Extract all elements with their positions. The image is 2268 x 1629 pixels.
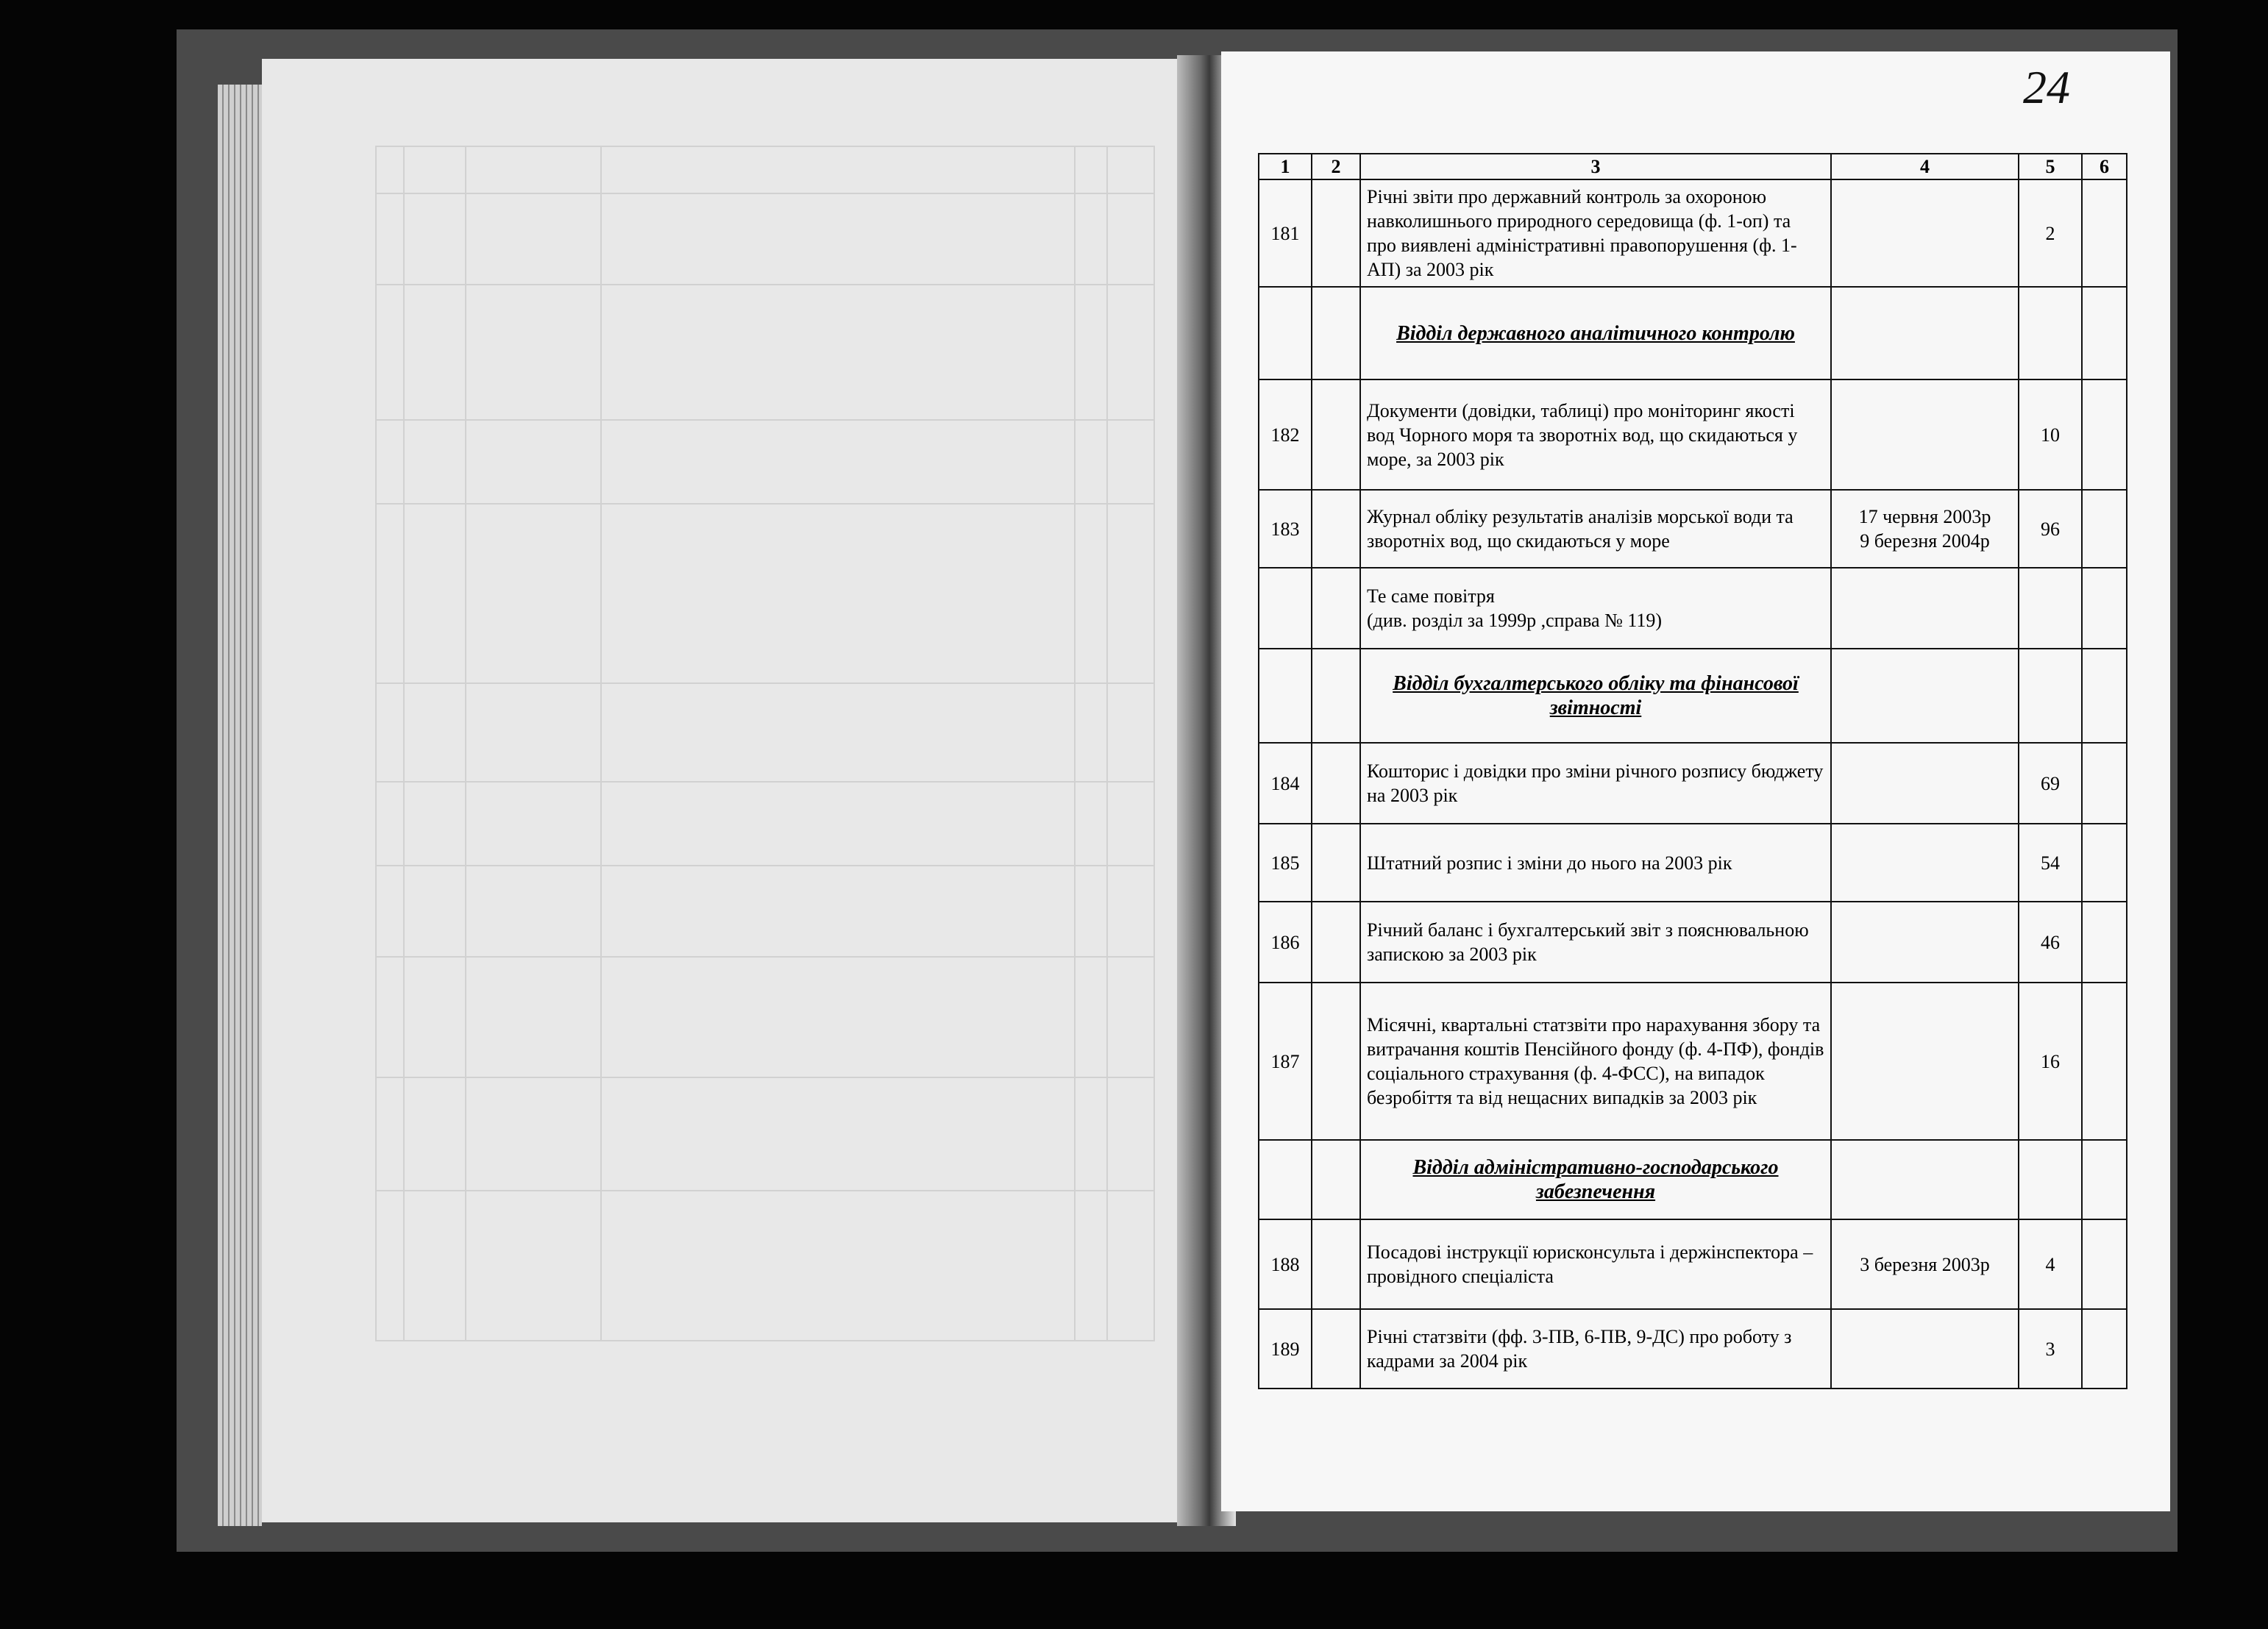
notes-cell bbox=[2082, 902, 2127, 983]
empty-cell bbox=[1831, 649, 2019, 743]
section-row bbox=[1259, 287, 2127, 379]
bleed-through-table bbox=[262, 59, 1192, 1522]
sheet-count-cell: 4 bbox=[2019, 1219, 2082, 1309]
section-title-text: Відділ державного аналітичного контролю bbox=[1396, 321, 1795, 345]
header-cell: 3 bbox=[1360, 154, 1831, 179]
header-cell: 6 bbox=[2082, 154, 2127, 179]
case-number-cell: 182 bbox=[1259, 379, 1312, 490]
case-number-cell: 187 bbox=[1259, 983, 1312, 1140]
dates-cell bbox=[1831, 902, 2019, 983]
case-title-cell: Документи (довідки, таблиці) про моніторинг якості вод Чорного моря та зворотніх вод, що скидаються у море, за 2003 рік bbox=[1360, 379, 1831, 490]
empty-cell bbox=[2082, 649, 2127, 743]
empty-cell bbox=[2082, 1140, 2127, 1219]
dates-cell bbox=[1831, 379, 2019, 490]
case-number-cell: 185 bbox=[1259, 824, 1312, 902]
case-title-cell: Річні звіти про державний контроль за охороною навколишнього природного середовища (ф. 1-оп) та про виявлені адміністративні правопорушення (ф. 1-АП) за 2003 рік bbox=[1360, 179, 1831, 287]
col2-cell bbox=[1312, 902, 1360, 983]
case-number-cell: 186 bbox=[1259, 902, 1312, 983]
case-number-cell: 184 bbox=[1259, 743, 1312, 824]
sheet-count-cell: 10 bbox=[2019, 379, 2082, 490]
left-page bbox=[262, 59, 1192, 1522]
sheet-count-cell: 46 bbox=[2019, 902, 2082, 983]
section-row bbox=[1259, 649, 2127, 743]
table-row bbox=[1259, 824, 2127, 902]
col2-cell bbox=[1312, 490, 1360, 568]
empty-cell bbox=[1259, 1140, 1312, 1219]
notes-cell bbox=[2082, 490, 2127, 568]
table-row bbox=[1259, 1219, 2127, 1309]
case-title-cell: Місячні, квартальні статзвіти про нарахування збору та витрачання коштів Пенсійного фонду (ф. 4-ПФ), фондів соціального страхування (ф. 4-ФСС), на випадок безробіття та від нещасних випадків за 2003 рік bbox=[1360, 983, 1831, 1140]
col2-cell bbox=[1312, 983, 1360, 1140]
section-title-text: Відділ бухгалтерського обліку та фінансової звітності bbox=[1393, 672, 1799, 719]
table-row bbox=[1259, 379, 2127, 490]
empty-cell bbox=[1312, 1140, 1360, 1219]
header-row bbox=[1259, 154, 2127, 179]
dates-cell bbox=[1831, 983, 2019, 1140]
table-row bbox=[1259, 983, 2127, 1140]
dates-cell: 17 червня 2003р 9 березня 2004р bbox=[1831, 490, 2019, 568]
notes-cell bbox=[2082, 568, 2127, 649]
table-row bbox=[1259, 490, 2127, 568]
register-table bbox=[1258, 153, 2127, 1389]
case-title-cell: Те саме повітря (див. розділ за 1999р ,справа № 119) bbox=[1360, 568, 1831, 649]
empty-cell bbox=[1831, 287, 2019, 379]
case-number-cell bbox=[1259, 568, 1312, 649]
section-row bbox=[1259, 1140, 2127, 1219]
notes-cell bbox=[2082, 824, 2127, 902]
notes-cell bbox=[2082, 1309, 2127, 1389]
notes-cell bbox=[2082, 743, 2127, 824]
dates-cell bbox=[1831, 1309, 2019, 1389]
empty-cell bbox=[2019, 649, 2082, 743]
section-title bbox=[1360, 1140, 1831, 1219]
case-number-cell: 188 bbox=[1259, 1219, 1312, 1309]
empty-cell bbox=[1259, 287, 1312, 379]
section-title bbox=[1360, 287, 1831, 379]
col2-cell bbox=[1312, 1309, 1360, 1389]
table-row bbox=[1259, 743, 2127, 824]
case-title-cell: Посадові інструкції юрисконсульта і держінспектора – провідного спеціаліста bbox=[1360, 1219, 1831, 1309]
empty-cell bbox=[2019, 1140, 2082, 1219]
empty-cell bbox=[2082, 287, 2127, 379]
case-title-cell: Річний баланс і бухгалтерський звіт з пояснювальною запискою за 2003 рік bbox=[1360, 902, 1831, 983]
empty-cell bbox=[1312, 649, 1360, 743]
dates-cell: 3 березня 2003р bbox=[1831, 1219, 2019, 1309]
sheet-count-cell: 2 bbox=[2019, 179, 2082, 287]
empty-cell bbox=[1312, 287, 1360, 379]
header-cell: 1 bbox=[1259, 154, 1312, 179]
case-number-cell: 181 bbox=[1259, 179, 1312, 287]
dates-cell bbox=[1831, 568, 2019, 649]
empty-cell bbox=[2019, 287, 2082, 379]
empty-cell bbox=[1259, 649, 1312, 743]
sheet-count-cell: 54 bbox=[2019, 824, 2082, 902]
dates-cell bbox=[1831, 824, 2019, 902]
notes-cell bbox=[2082, 179, 2127, 287]
col2-cell bbox=[1312, 743, 1360, 824]
col2-cell bbox=[1312, 824, 1360, 902]
section-title bbox=[1360, 649, 1831, 743]
sheet-count-cell bbox=[2019, 568, 2082, 649]
header-cell: 2 bbox=[1312, 154, 1360, 179]
header-cell: 4 bbox=[1831, 154, 2019, 179]
empty-cell bbox=[1831, 1140, 2019, 1219]
dates-cell bbox=[1831, 743, 2019, 824]
table-row bbox=[1259, 902, 2127, 983]
sheet-count-cell: 16 bbox=[2019, 983, 2082, 1140]
right-page bbox=[1221, 51, 2170, 1511]
case-title-cell: Річні статзвіти (фф. 3-ПВ, 6-ПВ, 9-ДС) про роботу з кадрами за 2004 рік bbox=[1360, 1309, 1831, 1389]
col2-cell bbox=[1312, 568, 1360, 649]
notes-cell bbox=[2082, 1219, 2127, 1309]
sheet-count-cell: 3 bbox=[2019, 1309, 2082, 1389]
notes-cell bbox=[2082, 983, 2127, 1140]
case-title-cell: Штатний розпис і зміни до нього на 2003 рік bbox=[1360, 824, 1831, 902]
header-cell: 5 bbox=[2019, 154, 2082, 179]
dates-cell bbox=[1831, 179, 2019, 287]
notes-cell bbox=[2082, 379, 2127, 490]
case-number-cell: 183 bbox=[1259, 490, 1312, 568]
col2-cell bbox=[1312, 379, 1360, 490]
case-number-cell: 189 bbox=[1259, 1309, 1312, 1389]
col2-cell bbox=[1312, 1219, 1360, 1309]
page-number: 24 bbox=[2023, 61, 2070, 113]
col2-cell bbox=[1312, 179, 1360, 287]
table-row bbox=[1259, 1309, 2127, 1389]
table-row bbox=[1259, 179, 2127, 287]
case-title-cell: Журнал обліку результатів аналізів морської води та зворотніх вод, що скидаються у море bbox=[1360, 490, 1831, 568]
sheet-count-cell: 69 bbox=[2019, 743, 2082, 824]
section-title-text: Відділ адміністративно-господарського забезпечення bbox=[1412, 1156, 1779, 1203]
table-row bbox=[1259, 568, 2127, 649]
page-edges bbox=[218, 85, 262, 1526]
case-title-cell: Кошторис і довідки про зміни річного розпису бюджету на 2003 рік bbox=[1360, 743, 1831, 824]
sheet-count-cell: 96 bbox=[2019, 490, 2082, 568]
